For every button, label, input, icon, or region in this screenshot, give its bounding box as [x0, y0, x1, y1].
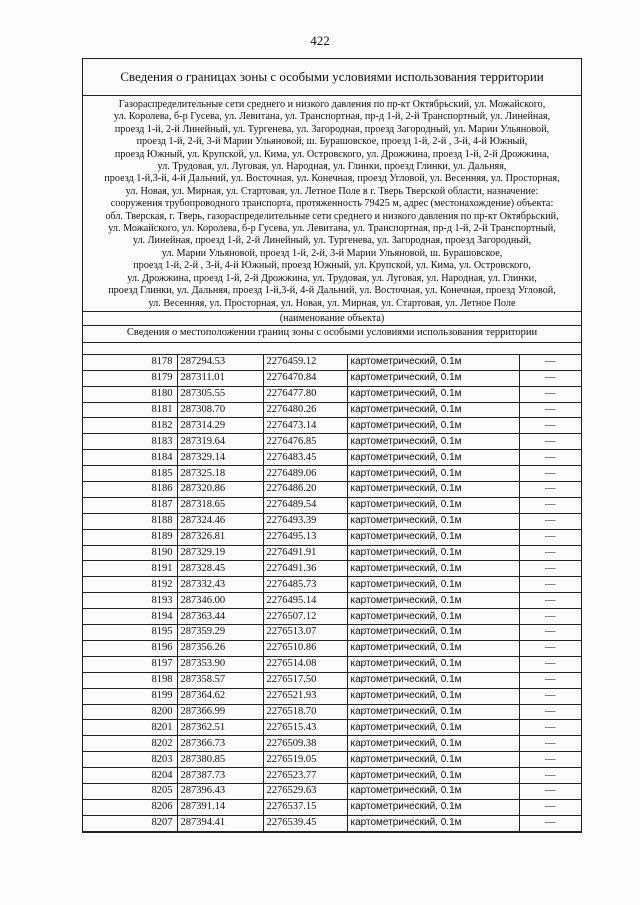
description-line: ул. Можайского, ул. Королева, б-р Гусева, ул. Левитана, ул. Транспортная, пр-д 1-й, 2-й Транспортный,	[108, 223, 556, 235]
determination-method: картометрический, 0.1м	[347, 450, 519, 466]
determination-method: картометрический, 0.1м	[347, 609, 519, 625]
point-number: 8193	[83, 593, 177, 609]
description-cell: —	[519, 672, 581, 688]
description-cell: —	[519, 450, 581, 466]
coordinate-y: 2276459.12	[263, 354, 347, 370]
point-number: 8181	[83, 402, 177, 418]
description-cell: —	[519, 640, 581, 656]
table-row	[83, 466, 581, 482]
coordinate-y: 2276470.84	[263, 370, 347, 386]
table-row	[83, 482, 581, 498]
coordinate-y: 2276539.45	[263, 815, 347, 831]
description-line: ул. Новая, ул. Мирная, ул. Стартовая, ул. Летное Поле в г. Тверь Тверской области, назначение:	[125, 185, 539, 197]
description-cell: —	[519, 418, 581, 434]
description-line: ул. Линейная, проезд 1-й, 2-й Линейный, ул. Тургенева, ул. Загородная, проезд Загородный,	[132, 235, 532, 247]
description-cell: —	[519, 561, 581, 577]
coordinate-y: 2276507.12	[263, 609, 347, 625]
object-description	[83, 96, 581, 312]
point-number: 8191	[83, 561, 177, 577]
coordinate-y: 2276480.26	[263, 402, 347, 418]
description-cell: —	[519, 720, 581, 736]
table-row	[83, 704, 581, 720]
determination-method: картометрический, 0.1м	[347, 704, 519, 720]
description-line: проезд Глинки, ул. Дальняя, проезд 1-й,3-й, 4-й Дальний, ул. Восточная, ул. Конечная, проезд Угловой,	[108, 285, 556, 297]
determination-method: картометрический, 0.1м	[347, 482, 519, 498]
table-row	[83, 672, 581, 688]
coordinate-y: 2276518.70	[263, 704, 347, 720]
determination-method: картометрический, 0.1м	[347, 386, 519, 402]
coordinate-x: 287366.99	[177, 704, 263, 720]
coordinate-y: 2276493.39	[263, 513, 347, 529]
description-cell: —	[519, 513, 581, 529]
point-number: 8179	[83, 370, 177, 386]
coordinate-y: 2276491.36	[263, 561, 347, 577]
coordinate-x: 287396.43	[177, 783, 263, 799]
coordinate-x: 287329.14	[177, 450, 263, 466]
table-row	[83, 815, 581, 831]
determination-method: картометрический, 0.1м	[347, 625, 519, 641]
description-cell: —	[519, 497, 581, 513]
coordinate-y: 2276519.05	[263, 752, 347, 768]
description-cell: —	[519, 370, 581, 386]
point-number: 8182	[83, 418, 177, 434]
point-number: 8190	[83, 545, 177, 561]
table-row	[83, 656, 581, 672]
description-cell: —	[519, 354, 581, 370]
table-row	[83, 561, 581, 577]
table-row	[83, 529, 581, 545]
coordinate-x: 287320.86	[177, 482, 263, 498]
determination-method: картометрический, 0.1м	[347, 561, 519, 577]
coordinate-y: 2276489.06	[263, 466, 347, 482]
point-number: 8201	[83, 720, 177, 736]
determination-method: картометрический, 0.1м	[347, 513, 519, 529]
description-line: обл. Тверская, г. Тверь, газораспределительные сети среднего и низкого давления по пр-кт Октябрьский,	[105, 210, 559, 222]
description-cell: —	[519, 609, 581, 625]
coordinate-y: 2276473.14	[263, 418, 347, 434]
coordinate-x: 287356.26	[177, 640, 263, 656]
point-number: 8189	[83, 529, 177, 545]
description-cell: —	[519, 545, 581, 561]
determination-method: картометрический, 0.1м	[347, 672, 519, 688]
determination-method: картометрический, 0.1м	[347, 593, 519, 609]
description-cell: —	[519, 402, 581, 418]
determination-method: картометрический, 0.1м	[347, 640, 519, 656]
coordinate-x: 287324.46	[177, 513, 263, 529]
determination-method: картометрический, 0.1м	[347, 577, 519, 593]
coordinate-x: 287366.73	[177, 736, 263, 752]
coordinate-x: 287346.00	[177, 593, 263, 609]
point-number: 8183	[83, 434, 177, 450]
coordinate-y: 2276486.20	[263, 482, 347, 498]
coordinate-x: 287326.81	[177, 529, 263, 545]
coordinate-x: 287358.57	[177, 672, 263, 688]
coordinate-y: 2276476.85	[263, 434, 347, 450]
description-cell: —	[519, 625, 581, 641]
description-cell: —	[519, 736, 581, 752]
document-title: Сведения о границах зоны с особыми условиями использования территории	[83, 59, 581, 96]
table-row	[83, 593, 581, 609]
coordinate-x: 287332.43	[177, 577, 263, 593]
determination-method: картометрический, 0.1м	[347, 752, 519, 768]
description-line: ул. Марии Ульяновой, проезд 1-й, 2-й, 3-й Марии Ульяновой, ш. Бурашовское,	[161, 247, 503, 259]
coordinate-y: 2276489.54	[263, 497, 347, 513]
point-number: 8180	[83, 386, 177, 402]
determination-method: картометрический, 0.1м	[347, 688, 519, 704]
table-row	[83, 783, 581, 799]
coordinate-y: 2276477.80	[263, 386, 347, 402]
section-spacer	[83, 343, 581, 354]
coordinate-x: 287364.62	[177, 688, 263, 704]
description-cell: —	[519, 752, 581, 768]
determination-method: картометрический, 0.1м	[347, 466, 519, 482]
coordinate-x: 287387.73	[177, 768, 263, 784]
table-row	[83, 799, 581, 815]
coordinates-table	[83, 354, 581, 832]
table-row	[83, 402, 581, 418]
coordinate-y: 2276529.63	[263, 783, 347, 799]
coordinate-y: 2276495.13	[263, 529, 347, 545]
description-cell: —	[519, 815, 581, 831]
table-row	[83, 513, 581, 529]
point-number: 8205	[83, 783, 177, 799]
table-row	[83, 497, 581, 513]
table-row	[83, 434, 581, 450]
description-line: проезд 1-й, 2-й, 3-й Марии Ульяновой, ш. Бурашовское, проезд 1-й, 2-й , 3-й, 4-й Южный,	[136, 136, 528, 148]
coordinate-x: 287394.41	[177, 815, 263, 831]
table-row	[83, 625, 581, 641]
point-number: 8207	[83, 815, 177, 831]
description-line: ул. Королева, б-р Гусева, ул. Левитана, ул. Транспортная, пр-д 1-й, 2-й Транспортный, ул. Линейная,	[113, 111, 551, 123]
coordinate-y: 2276515.43	[263, 720, 347, 736]
description-line: проезд 1-й,3-й, 4-й Дальний, ул. Восточная, ул. Конечная, проезд Угловой, ул. Весенняя, ул. Просторная,	[104, 173, 560, 185]
table-row	[83, 768, 581, 784]
determination-method: картометрический, 0.1м	[347, 545, 519, 561]
description-line: ул. Весенняя, ул. Просторная, ул. Новая, ул. Мирная, ул. Стартовая, ул. Летное Поле	[148, 297, 516, 309]
description-cell: —	[519, 768, 581, 784]
point-number: 8185	[83, 466, 177, 482]
point-number: 8202	[83, 736, 177, 752]
coordinate-x: 287305.55	[177, 386, 263, 402]
coordinate-x: 287319.64	[177, 434, 263, 450]
determination-method: картометрический, 0.1м	[347, 768, 519, 784]
point-number: 8200	[83, 704, 177, 720]
determination-method: картометрический, 0.1м	[347, 656, 519, 672]
point-number: 8206	[83, 799, 177, 815]
coordinate-y: 2276537.15	[263, 799, 347, 815]
description-cell: —	[519, 799, 581, 815]
determination-method: картометрический, 0.1м	[347, 434, 519, 450]
point-number: 8198	[83, 672, 177, 688]
coordinate-x: 287328.45	[177, 561, 263, 577]
determination-method: картометрический, 0.1м	[347, 529, 519, 545]
point-number: 8192	[83, 577, 177, 593]
coordinate-y: 2276495.14	[263, 593, 347, 609]
table-row	[83, 688, 581, 704]
page-number: 422	[310, 33, 330, 48]
point-number: 8204	[83, 768, 177, 784]
zone-boundaries-document	[82, 58, 582, 833]
description-cell: —	[519, 466, 581, 482]
determination-method: картометрический, 0.1м	[347, 815, 519, 831]
point-number: 8196	[83, 640, 177, 656]
section-title: Сведения о местоположении границ зоны с особыми условиями использования территории	[83, 326, 581, 343]
description-line: проезд 1-й, 2-й Линейный, ул. Тургенева, ул. Загородная, проезд Загородный, ул. Марии Ульяновой,	[114, 123, 550, 135]
determination-method: картометрический, 0.1м	[347, 370, 519, 386]
determination-method: картометрический, 0.1м	[347, 736, 519, 752]
point-number: 8203	[83, 752, 177, 768]
description-line: проезд 1-й, 2-й , 3-й, 4-й Южный, проезд Южный, ул. Крупской, ул. Кима, ул. Островского,	[133, 260, 531, 272]
coordinate-x: 287391.14	[177, 799, 263, 815]
table-row	[83, 418, 581, 434]
description-cell: —	[519, 656, 581, 672]
table-row	[83, 577, 581, 593]
coordinate-y: 2276510.86	[263, 640, 347, 656]
description-cell: —	[519, 482, 581, 498]
table-row	[83, 736, 581, 752]
description-cell: —	[519, 529, 581, 545]
coordinate-y: 2276485.73	[263, 577, 347, 593]
coordinate-x: 287294.53	[177, 354, 263, 370]
coordinate-x: 287353.90	[177, 656, 263, 672]
description-cell: —	[519, 386, 581, 402]
point-number: 8184	[83, 450, 177, 466]
coordinate-y: 2276509.38	[263, 736, 347, 752]
coordinate-y: 2276517.50	[263, 672, 347, 688]
table-row	[83, 354, 581, 370]
coordinate-x: 287359.29	[177, 625, 263, 641]
table-row	[83, 752, 581, 768]
coordinate-x: 287308.70	[177, 402, 263, 418]
determination-method: картометрический, 0.1м	[347, 783, 519, 799]
coordinate-x: 287380.85	[177, 752, 263, 768]
coordinate-y: 2276521.93	[263, 688, 347, 704]
description-cell: —	[519, 704, 581, 720]
description-cell: —	[519, 577, 581, 593]
coordinate-x: 287329.19	[177, 545, 263, 561]
coordinate-y: 2276491.91	[263, 545, 347, 561]
coordinate-y: 2276513.07	[263, 625, 347, 641]
determination-method: картометрический, 0.1м	[347, 799, 519, 815]
point-number: 8187	[83, 497, 177, 513]
coordinate-y: 2276483.45	[263, 450, 347, 466]
description-cell: —	[519, 783, 581, 799]
table-row	[83, 609, 581, 625]
coordinate-x: 287311.01	[177, 370, 263, 386]
determination-method: картометрический, 0.1м	[347, 497, 519, 513]
coordinate-x: 287314.29	[177, 418, 263, 434]
object-name-caption: (наименование объекта)	[83, 312, 581, 326]
determination-method: картометрический, 0.1м	[347, 354, 519, 370]
determination-method: картометрический, 0.1м	[347, 720, 519, 736]
determination-method: картометрический, 0.1м	[347, 402, 519, 418]
coordinate-x: 287362.51	[177, 720, 263, 736]
point-number: 8194	[83, 609, 177, 625]
determination-method: картометрический, 0.1м	[347, 418, 519, 434]
table-row	[83, 545, 581, 561]
description-cell: —	[519, 593, 581, 609]
table-row	[83, 450, 581, 466]
point-number: 8195	[83, 625, 177, 641]
table-row	[83, 640, 581, 656]
description-line: сооружения трубопроводного транспорта, протяженность 79425 м, адрес (местонахождение) объекта:	[110, 198, 554, 210]
description-line: ул. Трудовая, ул. Луговая, ул. Народная, ул. Глинки, проезд Глинки, ул. Дальняя,	[157, 161, 507, 173]
description-cell: —	[519, 688, 581, 704]
table-row	[83, 720, 581, 736]
point-number: 8178	[83, 354, 177, 370]
coordinate-y: 2276523.77	[263, 768, 347, 784]
table-row	[83, 386, 581, 402]
point-number: 8186	[83, 482, 177, 498]
coordinate-x: 287318.65	[177, 497, 263, 513]
description-line: ул. Дрожжина, проезд 1-й, 2-й Дрожжина, ул. Трудовая, ул. Луговая, ул. Народная, ул. Глинки,	[127, 272, 537, 284]
point-number: 8197	[83, 656, 177, 672]
description-line: Газораспределительные сети среднего и низкого давления по пр-кт Октябрьский, ул. Можайского,	[118, 99, 546, 110]
description-line: проезд Южный, ул. Крупской, ул. Кима, ул. Островского, ул. Дрожжина, проезд 1-й, 2-й Дрожжина,	[114, 148, 550, 160]
point-number: 8188	[83, 513, 177, 529]
coordinate-x: 287363.44	[177, 609, 263, 625]
coordinate-x: 287325.18	[177, 466, 263, 482]
point-number: 8199	[83, 688, 177, 704]
coordinate-y: 2276514.08	[263, 656, 347, 672]
description-cell: —	[519, 434, 581, 450]
table-row	[83, 370, 581, 386]
